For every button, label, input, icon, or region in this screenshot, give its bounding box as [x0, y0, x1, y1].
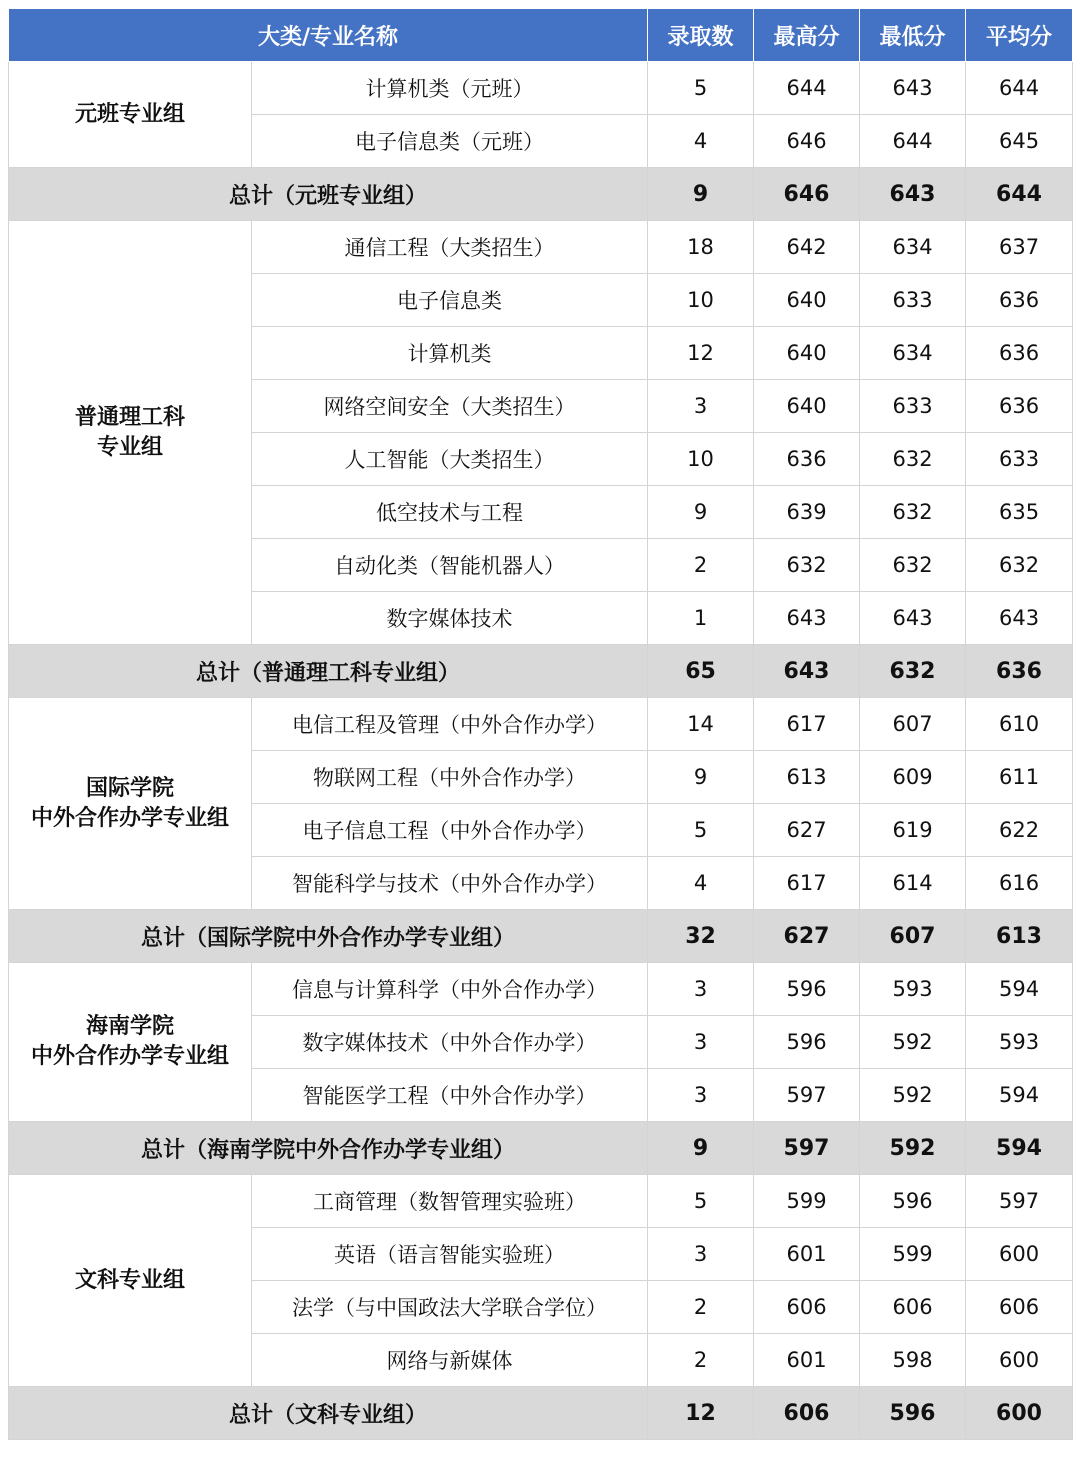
- avg-score-cell: 637: [966, 221, 1073, 274]
- min-score-cell: 592: [860, 1016, 966, 1069]
- major-name-cell: 电信工程及管理（中外合作办学）: [252, 698, 648, 751]
- total-min-cell: 592: [860, 1122, 966, 1175]
- max-score-cell: 601: [754, 1228, 860, 1281]
- total-max-cell: 606: [754, 1387, 860, 1440]
- total-label-cell: 总计（国际学院中外合作办学专业组）: [9, 910, 648, 963]
- total-avg-cell: 644: [966, 168, 1073, 221]
- avg-score-cell: 635: [966, 486, 1073, 539]
- min-score-cell: 632: [860, 486, 966, 539]
- total-max-cell: 646: [754, 168, 860, 221]
- major-name-cell: 电子信息类: [252, 274, 648, 327]
- max-score-cell: 642: [754, 221, 860, 274]
- min-score-cell: 614: [860, 857, 966, 910]
- avg-score-cell: 636: [966, 274, 1073, 327]
- major-name-cell: 计算机类: [252, 327, 648, 380]
- avg-score-cell: 632: [966, 539, 1073, 592]
- max-score-cell: 640: [754, 380, 860, 433]
- admit-count-cell: 14: [648, 698, 754, 751]
- admit-count-cell: 3: [648, 1016, 754, 1069]
- total-max-cell: 627: [754, 910, 860, 963]
- group-name-line: 中外合作办学专业组: [30, 1044, 229, 1069]
- max-score-cell: 596: [754, 1016, 860, 1069]
- min-score-cell: 632: [860, 433, 966, 486]
- admit-count-cell: 9: [648, 486, 754, 539]
- min-score-cell: 633: [860, 380, 966, 433]
- avg-score-cell: 594: [966, 963, 1073, 1016]
- admit-count-cell: 12: [648, 327, 754, 380]
- max-score-cell: 597: [754, 1069, 860, 1122]
- max-score-cell: 596: [754, 963, 860, 1016]
- total-row: [9, 1122, 1073, 1175]
- major-name-cell: 英语（语言智能实验班）: [252, 1228, 648, 1281]
- admit-count-cell: 3: [648, 1069, 754, 1122]
- admit-count-cell: 10: [648, 433, 754, 486]
- avg-score-cell: 594: [966, 1069, 1073, 1122]
- group-name-line: 文科专业组: [74, 1267, 185, 1293]
- max-score-cell: 613: [754, 751, 860, 804]
- table-body: [9, 62, 1073, 1440]
- min-score-cell: 632: [860, 539, 966, 592]
- major-name-cell: 智能医学工程（中外合作办学）: [252, 1069, 648, 1122]
- avg-score-cell: 616: [966, 857, 1073, 910]
- admit-count-cell: 2: [648, 1281, 754, 1334]
- admit-count-cell: 9: [648, 751, 754, 804]
- total-min-cell: 643: [860, 168, 966, 221]
- major-name-cell: 物联网工程（中外合作办学）: [252, 751, 648, 804]
- admit-count-cell: 5: [648, 1175, 754, 1228]
- max-score-cell: 639: [754, 486, 860, 539]
- total-min-cell: 632: [860, 645, 966, 698]
- group-name-line: 国际学院: [85, 775, 174, 801]
- table-row: [9, 1175, 1073, 1228]
- major-name-cell: 网络与新媒体: [252, 1334, 648, 1387]
- total-min-cell: 607: [860, 910, 966, 963]
- min-score-cell: 609: [860, 751, 966, 804]
- table-row: [9, 698, 1073, 751]
- major-name-cell: 工商管理（数智管理实验班）: [252, 1175, 648, 1228]
- major-name-cell: 信息与计算科学（中外合作办学）: [252, 963, 648, 1016]
- group-name-cell: [9, 62, 252, 168]
- major-name-cell: 通信工程（大类招生）: [252, 221, 648, 274]
- min-score-cell: 633: [860, 274, 966, 327]
- group-name-cell: [9, 221, 252, 645]
- avg-score-cell: 633: [966, 433, 1073, 486]
- admit-count-cell: 1: [648, 592, 754, 645]
- admit-count-cell: 10: [648, 274, 754, 327]
- header-count: 录取数: [648, 9, 754, 62]
- total-row: [9, 645, 1073, 698]
- min-score-cell: 644: [860, 115, 966, 168]
- min-score-cell: 596: [860, 1175, 966, 1228]
- total-max-cell: 597: [754, 1122, 860, 1175]
- min-score-cell: 592: [860, 1069, 966, 1122]
- avg-score-cell: 610: [966, 698, 1073, 751]
- min-score-cell: 606: [860, 1281, 966, 1334]
- avg-score-cell: 606: [966, 1281, 1073, 1334]
- total-count-cell: 32: [648, 910, 754, 963]
- total-count-cell: 9: [648, 168, 754, 221]
- major-name-cell: 数字媒体技术: [252, 592, 648, 645]
- min-score-cell: 619: [860, 804, 966, 857]
- total-avg-cell: 594: [966, 1122, 1073, 1175]
- max-score-cell: 627: [754, 804, 860, 857]
- max-score-cell: 640: [754, 274, 860, 327]
- min-score-cell: 593: [860, 963, 966, 1016]
- avg-score-cell: 636: [966, 327, 1073, 380]
- avg-score-cell: 597: [966, 1175, 1073, 1228]
- min-score-cell: 599: [860, 1228, 966, 1281]
- min-score-cell: 598: [860, 1334, 966, 1387]
- admit-count-cell: 18: [648, 221, 754, 274]
- group-name-cell: [9, 1175, 252, 1387]
- min-score-cell: 634: [860, 221, 966, 274]
- admit-count-cell: 4: [648, 115, 754, 168]
- max-score-cell: 646: [754, 115, 860, 168]
- header-avg-score: 平均分: [966, 9, 1073, 62]
- total-avg-cell: 636: [966, 645, 1073, 698]
- avg-score-cell: 644: [966, 62, 1073, 115]
- avg-score-cell: 636: [966, 380, 1073, 433]
- min-score-cell: 634: [860, 327, 966, 380]
- total-max-cell: 643: [754, 645, 860, 698]
- header-max-score: 最高分: [754, 9, 860, 62]
- table-row: [9, 221, 1073, 274]
- total-avg-cell: 600: [966, 1387, 1073, 1440]
- admission-scores-table: [8, 8, 1073, 1440]
- admit-count-cell: 3: [648, 380, 754, 433]
- total-count-cell: 9: [648, 1122, 754, 1175]
- group-name-cell: [9, 963, 252, 1122]
- max-score-cell: 617: [754, 857, 860, 910]
- admit-count-cell: 3: [648, 1228, 754, 1281]
- group-name-line: 海南学院: [85, 1014, 174, 1039]
- max-score-cell: 636: [754, 433, 860, 486]
- max-score-cell: 601: [754, 1334, 860, 1387]
- admit-count-cell: 5: [648, 804, 754, 857]
- table-header-row: [9, 9, 1073, 62]
- avg-score-cell: 645: [966, 115, 1073, 168]
- max-score-cell: 643: [754, 592, 860, 645]
- total-avg-cell: 613: [966, 910, 1073, 963]
- avg-score-cell: 611: [966, 751, 1073, 804]
- table-row: [9, 963, 1073, 1016]
- avg-score-cell: 643: [966, 592, 1073, 645]
- min-score-cell: 607: [860, 698, 966, 751]
- total-row: [9, 168, 1073, 221]
- admit-count-cell: 5: [648, 62, 754, 115]
- group-name-line: 元班专业组: [74, 101, 185, 127]
- max-score-cell: 632: [754, 539, 860, 592]
- major-name-cell: 法学（与中国政法大学联合学位）: [252, 1281, 648, 1334]
- max-score-cell: 644: [754, 62, 860, 115]
- max-score-cell: 599: [754, 1175, 860, 1228]
- total-count-cell: 65: [648, 645, 754, 698]
- total-label-cell: 总计（元班专业组）: [9, 168, 648, 221]
- admit-count-cell: 2: [648, 539, 754, 592]
- major-name-cell: 计算机类（元班）: [252, 62, 648, 115]
- group-name-line: 普通理工科: [74, 404, 185, 430]
- avg-score-cell: 593: [966, 1016, 1073, 1069]
- header-major-name: 大类/专业名称: [9, 9, 648, 62]
- avg-score-cell: 600: [966, 1228, 1073, 1281]
- total-row: [9, 1387, 1073, 1440]
- max-score-cell: 617: [754, 698, 860, 751]
- admit-count-cell: 3: [648, 963, 754, 1016]
- total-count-cell: 12: [648, 1387, 754, 1440]
- total-label-cell: 总计（海南学院中外合作办学专业组）: [9, 1122, 648, 1175]
- major-name-cell: 数字媒体技术（中外合作办学）: [252, 1016, 648, 1069]
- admit-count-cell: 2: [648, 1334, 754, 1387]
- max-score-cell: 640: [754, 327, 860, 380]
- major-name-cell: 网络空间安全（大类招生）: [252, 380, 648, 433]
- group-name-cell: [9, 698, 252, 910]
- group-name-line: 专业组: [96, 434, 163, 460]
- major-name-cell: 人工智能（大类招生）: [252, 433, 648, 486]
- major-name-cell: 智能科学与技术（中外合作办学）: [252, 857, 648, 910]
- table-row: [9, 62, 1073, 115]
- major-name-cell: 电子信息工程（中外合作办学）: [252, 804, 648, 857]
- min-score-cell: 643: [860, 62, 966, 115]
- total-label-cell: 总计（普通理工科专业组）: [9, 645, 648, 698]
- avg-score-cell: 600: [966, 1334, 1073, 1387]
- total-min-cell: 596: [860, 1387, 966, 1440]
- admit-count-cell: 4: [648, 857, 754, 910]
- group-name-line: 中外合作办学专业组: [30, 805, 229, 831]
- header-min-score: 最低分: [860, 9, 966, 62]
- min-score-cell: 643: [860, 592, 966, 645]
- major-name-cell: 自动化类（智能机器人）: [252, 539, 648, 592]
- major-name-cell: 低空技术与工程: [252, 486, 648, 539]
- major-name-cell: 电子信息类（元班）: [252, 115, 648, 168]
- total-label-cell: 总计（文科专业组）: [9, 1387, 648, 1440]
- avg-score-cell: 622: [966, 804, 1073, 857]
- total-row: [9, 910, 1073, 963]
- max-score-cell: 606: [754, 1281, 860, 1334]
